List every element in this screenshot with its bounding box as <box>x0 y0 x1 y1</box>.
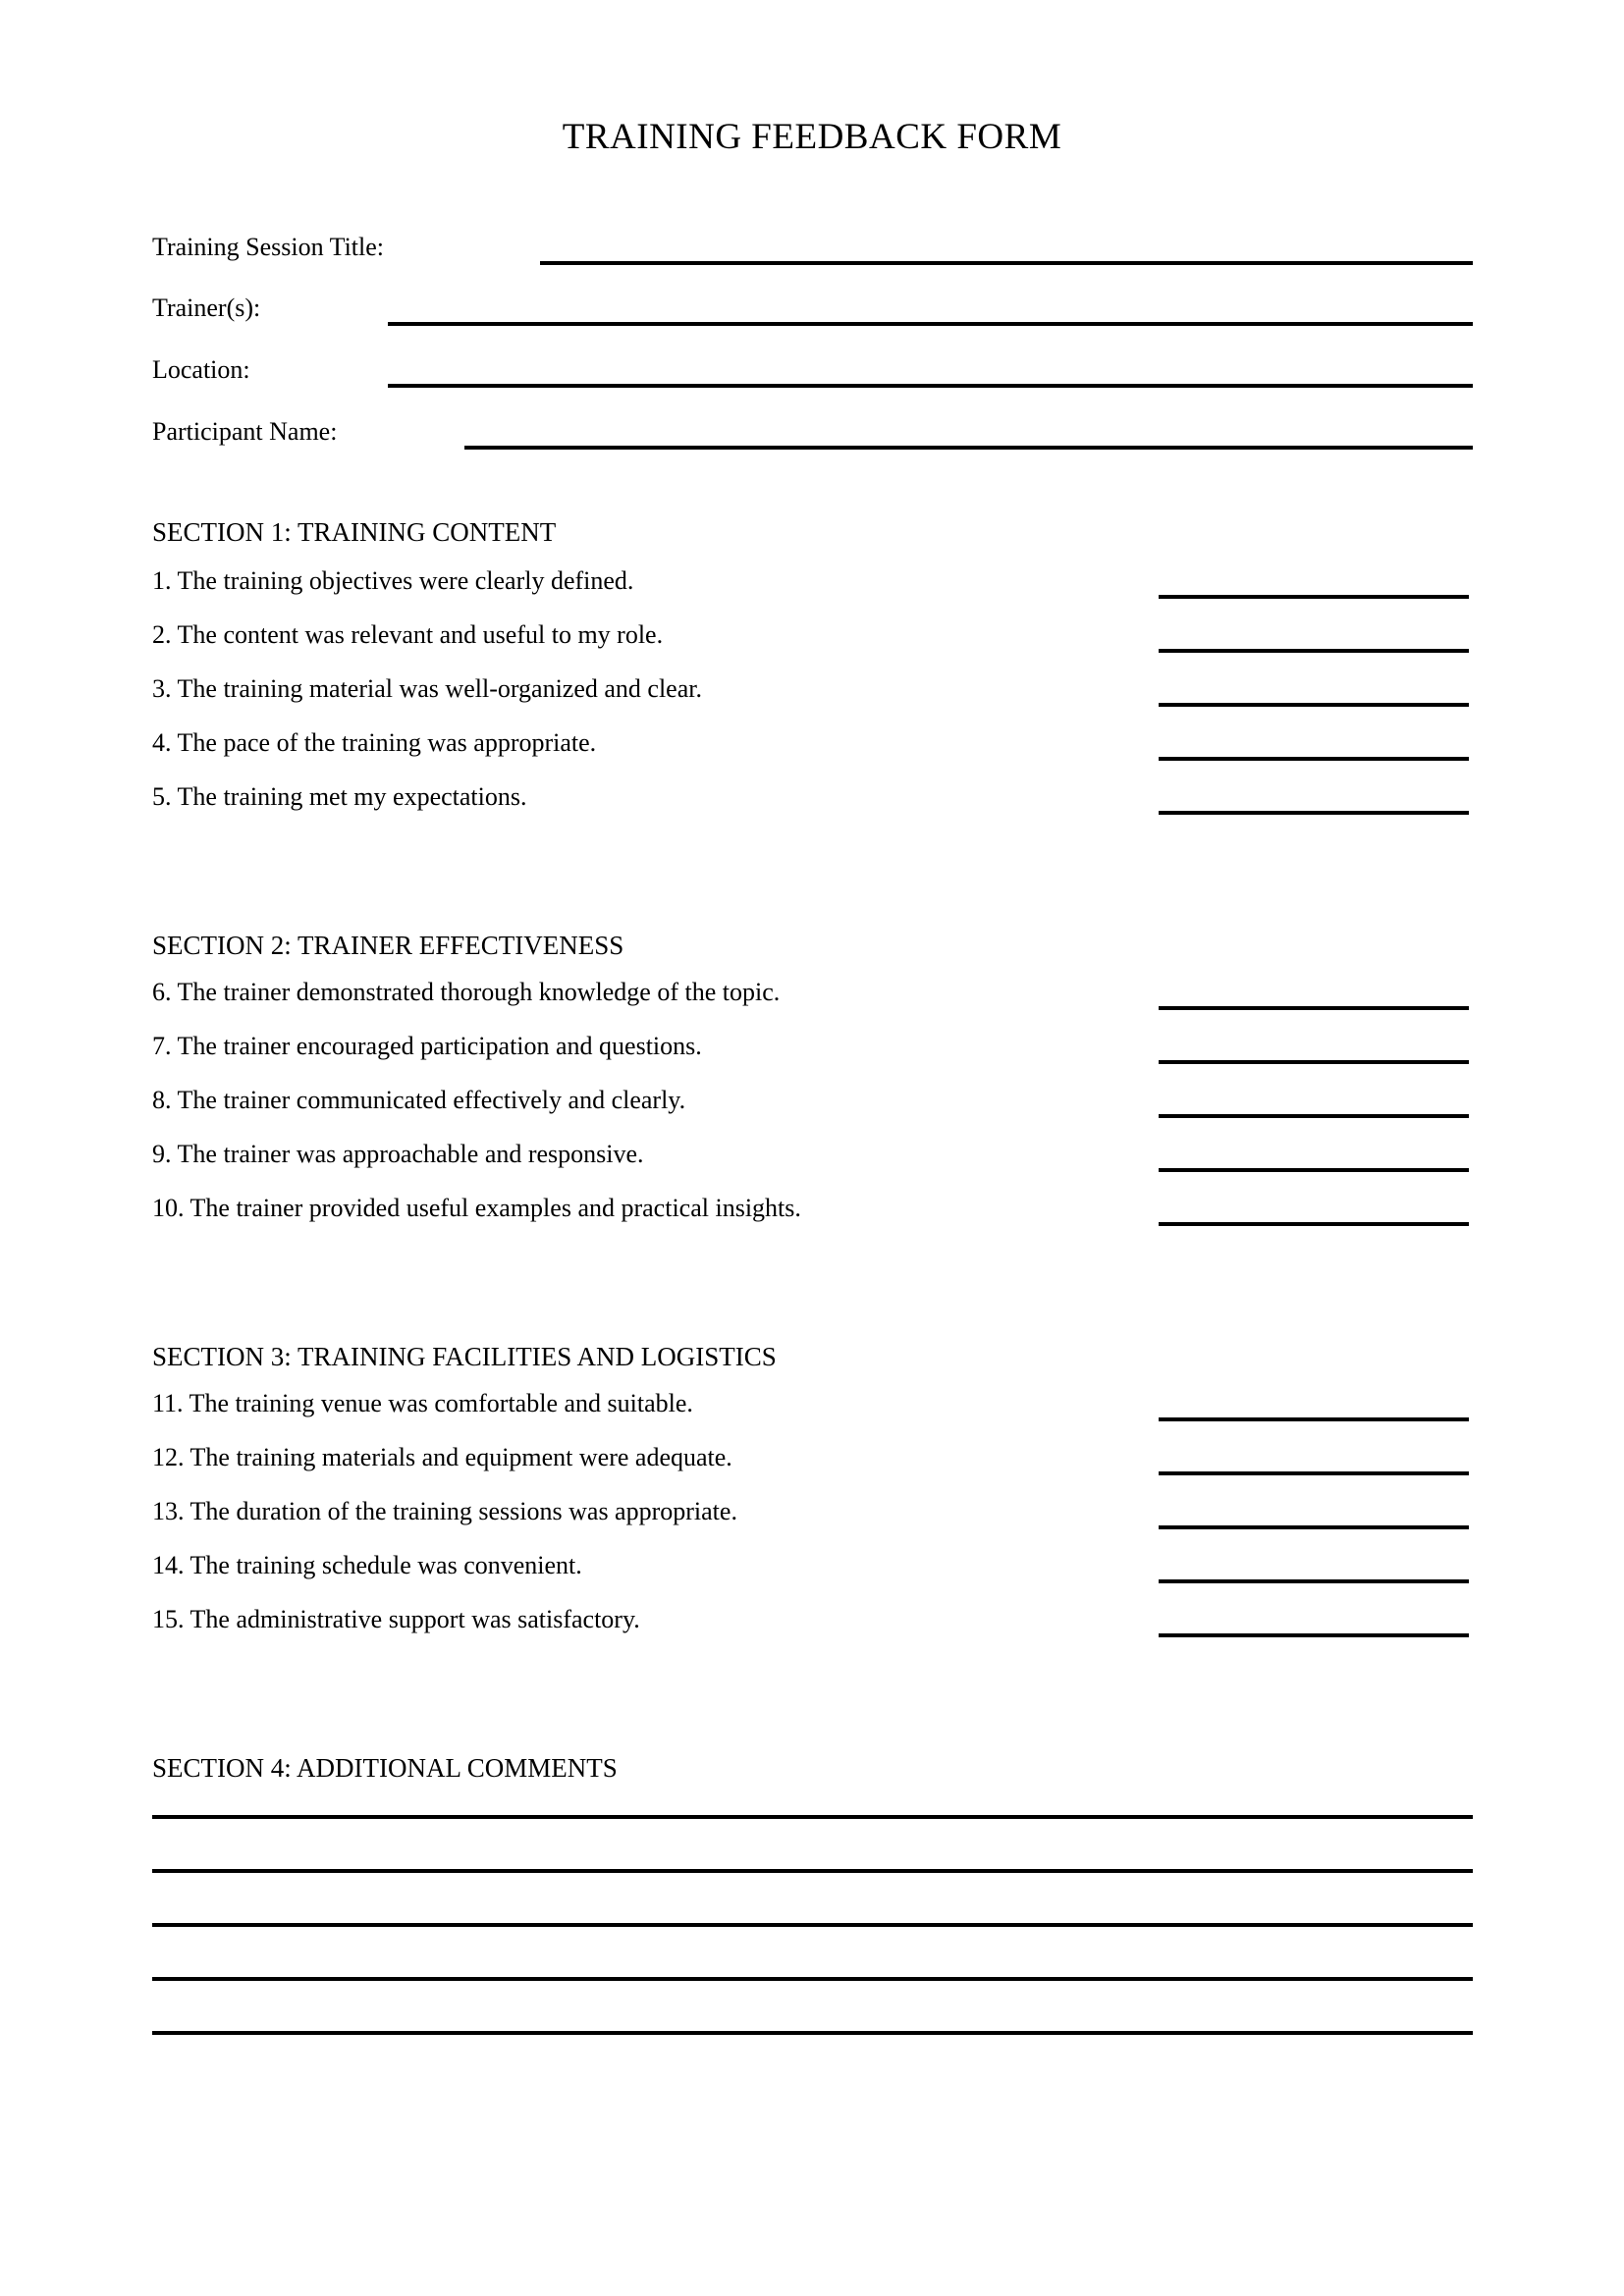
field-row-session-title <box>152 233 1473 262</box>
field-input-location[interactable] <box>388 384 1473 388</box>
answer-input-13[interactable] <box>1159 1525 1469 1529</box>
question-text-8: 8. The trainer communicated effectively and clearly. <box>152 1086 686 1114</box>
comment-input-line-3[interactable] <box>152 1923 1473 1927</box>
answer-input-14[interactable] <box>1159 1579 1469 1583</box>
answer-input-10[interactable] <box>1159 1222 1469 1226</box>
question-row-8 <box>152 1085 1473 1122</box>
answer-input-8[interactable] <box>1159 1114 1469 1118</box>
question-text-13: 13. The duration of the training sessions was appropriate. <box>152 1497 737 1525</box>
question-row-3 <box>152 673 1473 711</box>
question-text-9: 9. The trainer was approachable and responsive. <box>152 1140 644 1168</box>
answer-input-7[interactable] <box>1159 1060 1469 1064</box>
field-label-trainers: Trainer(s): <box>152 294 261 322</box>
answer-input-15[interactable] <box>1159 1633 1469 1637</box>
question-row-11 <box>152 1388 1473 1425</box>
page-title: TRAINING FEEDBACK FORM <box>562 117 1062 157</box>
field-row-trainers <box>152 294 1473 323</box>
comment-input-line-5[interactable] <box>152 2031 1473 2035</box>
question-row-10 <box>152 1193 1473 1230</box>
field-label-location: Location: <box>152 355 250 384</box>
question-text-2: 2. The content was relevant and useful to my role. <box>152 620 664 649</box>
section-heading-2: SECTION 2: TRAINER EFFECTIVENESS <box>152 931 624 960</box>
answer-input-3[interactable] <box>1159 703 1469 707</box>
question-text-11: 11. The training venue was comfortable and suitable. <box>152 1389 693 1417</box>
section-heading-1: SECTION 1: TRAINING CONTENT <box>152 517 557 547</box>
answer-input-5[interactable] <box>1159 811 1469 815</box>
question-text-7: 7. The trainer encouraged participation and questions. <box>152 1032 702 1060</box>
field-row-location <box>152 355 1473 385</box>
field-input-participant-name[interactable] <box>464 446 1473 450</box>
question-text-15: 15. The administrative support was satisfactory. <box>152 1605 640 1633</box>
comment-input-line-2[interactable] <box>152 1869 1473 1873</box>
comment-input-line-1[interactable] <box>152 1815 1473 1819</box>
field-input-trainers[interactable] <box>388 322 1473 326</box>
field-row-participant-name <box>152 417 1473 447</box>
question-row-5 <box>152 781 1473 819</box>
section-heading-3: SECTION 3: TRAINING FACILITIES AND LOGISTICS <box>152 1342 777 1371</box>
section-heading-4: SECTION 4: ADDITIONAL COMMENTS <box>152 1753 618 1783</box>
question-text-3: 3. The training material was well-organized and clear. <box>152 674 702 703</box>
field-label-session-title: Training Session Title: <box>152 233 385 261</box>
question-row-9 <box>152 1139 1473 1176</box>
question-text-12: 12. The training materials and equipment were adequate. <box>152 1443 732 1471</box>
answer-input-11[interactable] <box>1159 1417 1469 1421</box>
question-text-6: 6. The trainer demonstrated thorough knowledge of the topic. <box>152 978 781 1006</box>
field-input-session-title[interactable] <box>540 261 1473 265</box>
field-label-participant-name: Participant Name: <box>152 417 338 446</box>
question-row-4 <box>152 727 1473 765</box>
comment-input-line-4[interactable] <box>152 1977 1473 1981</box>
question-row-1 <box>152 565 1473 603</box>
question-text-10: 10. The trainer provided useful examples and practical insights. <box>152 1194 801 1222</box>
answer-input-4[interactable] <box>1159 757 1469 761</box>
question-row-12 <box>152 1442 1473 1479</box>
question-text-5: 5. The training met my expectations. <box>152 782 527 811</box>
answer-input-12[interactable] <box>1159 1471 1469 1475</box>
question-row-15 <box>152 1604 1473 1641</box>
question-text-1: 1. The training objectives were clearly defined. <box>152 566 634 595</box>
question-text-4: 4. The pace of the training was appropriate. <box>152 728 597 757</box>
answer-input-6[interactable] <box>1159 1006 1469 1010</box>
answer-input-1[interactable] <box>1159 595 1469 599</box>
answer-input-2[interactable] <box>1159 649 1469 653</box>
question-row-2 <box>152 619 1473 657</box>
question-row-14 <box>152 1550 1473 1587</box>
question-row-6 <box>152 977 1473 1014</box>
answer-input-9[interactable] <box>1159 1168 1469 1172</box>
question-text-14: 14. The training schedule was convenient. <box>152 1551 582 1579</box>
question-row-13 <box>152 1496 1473 1533</box>
question-row-7 <box>152 1031 1473 1068</box>
